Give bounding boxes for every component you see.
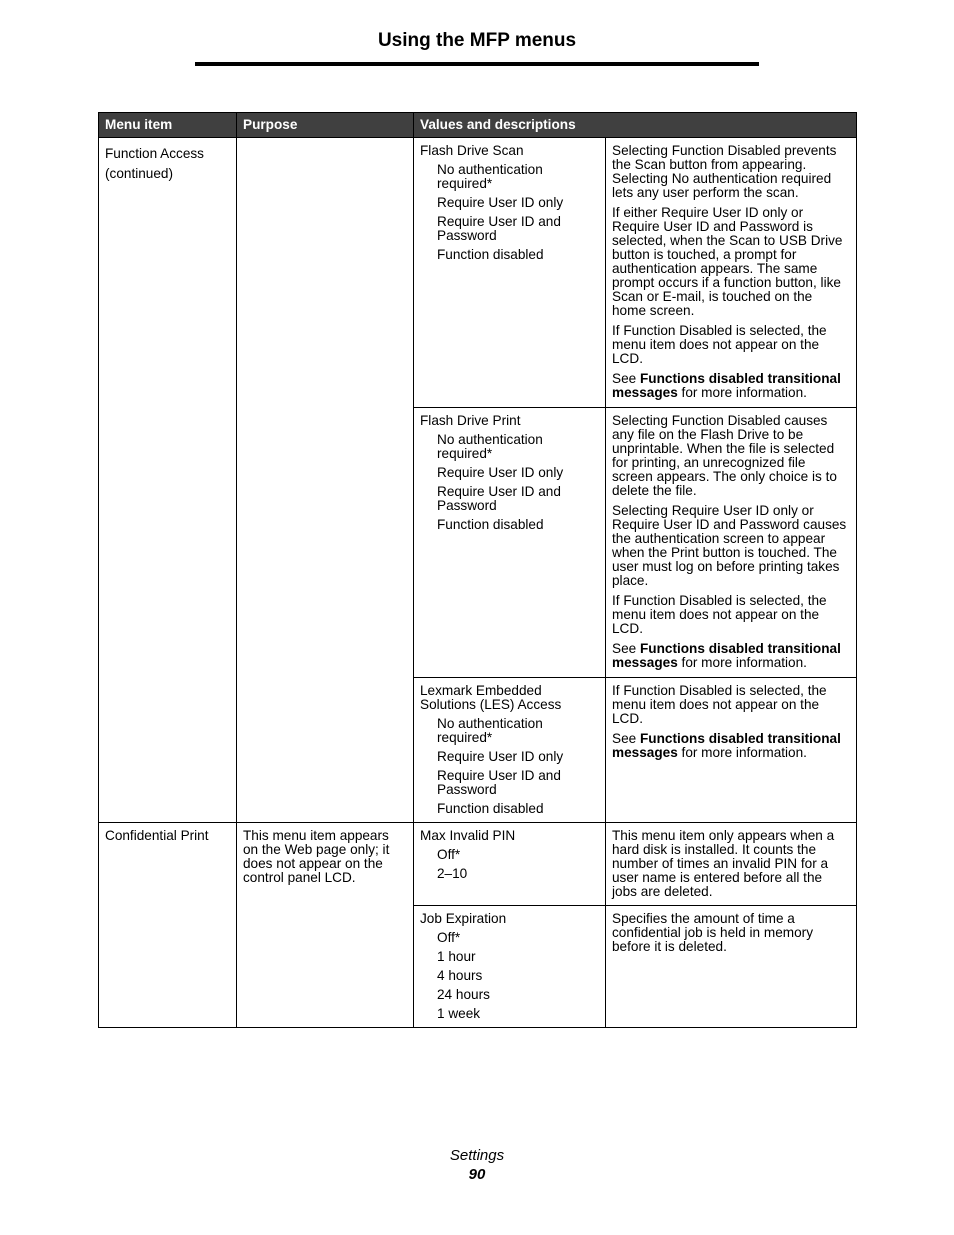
description-text: Selecting Require User ID only or Require User ID and Password causes the authentication screen to appear when the Print button is touched. The user must log on before printing takes place. — [612, 503, 847, 588]
value-name: Flash Drive Print — [420, 413, 521, 428]
value-option: 1 hour — [437, 949, 476, 964]
value-option: Off* — [437, 847, 461, 862]
value-option: Require User ID and Password — [437, 768, 561, 797]
see-reference — [612, 642, 850, 670]
description-text: If Function Disabled is selected, the menu item does not appear on the LCD. — [612, 683, 827, 726]
see-link-text: Functions disabled transitional messages — [612, 641, 841, 670]
menu-item-name: Function Access — [105, 146, 204, 161]
value-name: Flash Drive Scan — [420, 143, 524, 158]
value-name: Lexmark Embedded Solutions (LES) Access — [420, 683, 562, 712]
value-option: Off* — [437, 930, 461, 945]
column-header-values: Values and descriptions — [414, 113, 857, 138]
value-option: Require User ID and Password — [437, 484, 561, 513]
title-rule — [195, 62, 759, 66]
description-text: If Function Disabled is selected, the menu item does not appear on the LCD. — [612, 323, 827, 366]
value-name: Job Expiration — [420, 911, 507, 926]
value-cell — [414, 906, 606, 1028]
value-option: No authentication required* — [437, 162, 543, 191]
value-option: Function disabled — [437, 801, 544, 816]
value-cell — [414, 678, 606, 823]
value-option: Function disabled — [437, 517, 544, 532]
menu-item-cell — [99, 138, 237, 823]
see-link-text: Functions disabled transitional messages — [612, 371, 841, 400]
footer-section: Settings — [449, 1147, 505, 1164]
see-link-text: Functions disabled transitional messages — [612, 731, 841, 760]
page-footer — [0, 1146, 954, 1184]
see-prefix: See — [612, 371, 640, 386]
menu-item-cell — [99, 823, 237, 1028]
value-name: Max Invalid PIN — [420, 828, 516, 843]
description-text: This menu item only appears when a hard disk is installed. It counts the number of times an invalid PIN for a user name is entered before all the jobs are deleted. — [612, 828, 835, 899]
column-header-menu-item: Menu item — [99, 113, 237, 138]
value-option: Require User ID only — [437, 195, 564, 210]
description-text: If either Require User ID only or Require User ID and Password is selected, when the Scan to USB Drive button is touched, a prompt for authentication appears. The same prompt occurs if a function button, like Scan or E-mail, is touched on the home screen. — [612, 205, 843, 318]
description-text: Specifies the amount of time a confidential job is held in memory before it is deleted. — [612, 911, 813, 954]
value-option: Function disabled — [437, 247, 544, 262]
description-text: Selecting Function Disabled prevents the Scan button from appearing. Selecting No authentication required lets any user perform the scan. — [612, 143, 837, 200]
value-option: Require User ID only — [437, 749, 564, 764]
description-cell — [606, 823, 857, 906]
value-cell — [414, 138, 606, 408]
value-option: 24 hours — [437, 987, 490, 1002]
see-reference — [612, 732, 850, 760]
value-option: 4 hours — [437, 968, 483, 983]
value-option: 1 week — [437, 1006, 481, 1021]
see-suffix: for more information. — [677, 385, 807, 400]
description-cell — [606, 408, 857, 678]
value-cell — [414, 823, 606, 906]
purpose-cell — [237, 138, 414, 823]
table-row — [99, 823, 857, 906]
page-number: 90 — [468, 1166, 486, 1183]
description-text: If Function Disabled is selected, the menu item does not appear on the LCD. — [612, 593, 827, 636]
value-option: No authentication required* — [437, 716, 543, 745]
see-suffix: for more information. — [677, 745, 807, 760]
settings-table — [98, 112, 857, 1028]
see-prefix: See — [612, 641, 640, 656]
column-header-purpose: Purpose — [237, 113, 414, 138]
page-title: Using the MFP menus — [377, 30, 577, 51]
description-cell — [606, 906, 857, 1028]
purpose-cell: This menu item appears on the Web page only; it does not appear on the control panel LCD. — [237, 823, 414, 1028]
value-option: No authentication required* — [437, 432, 543, 461]
table-header-row — [99, 113, 857, 138]
value-option: 2–10 — [437, 866, 468, 881]
menu-item-name: Confidential Print — [105, 828, 209, 843]
table-row — [99, 138, 857, 408]
see-suffix: for more information. — [677, 655, 807, 670]
menu-item-sub: (continued) — [105, 166, 174, 181]
see-prefix: See — [612, 731, 640, 746]
see-reference — [612, 372, 850, 400]
description-cell — [606, 678, 857, 823]
description-text: Selecting Function Disabled causes any file on the Flash Drive to be unprintable. When the file is selected for printing, an unrecognized file screen appears. The only choice is to delete the file. — [612, 413, 837, 498]
value-option: Require User ID only — [437, 465, 564, 480]
description-cell — [606, 138, 857, 408]
value-option: Require User ID and Password — [437, 214, 561, 243]
value-cell — [414, 408, 606, 678]
